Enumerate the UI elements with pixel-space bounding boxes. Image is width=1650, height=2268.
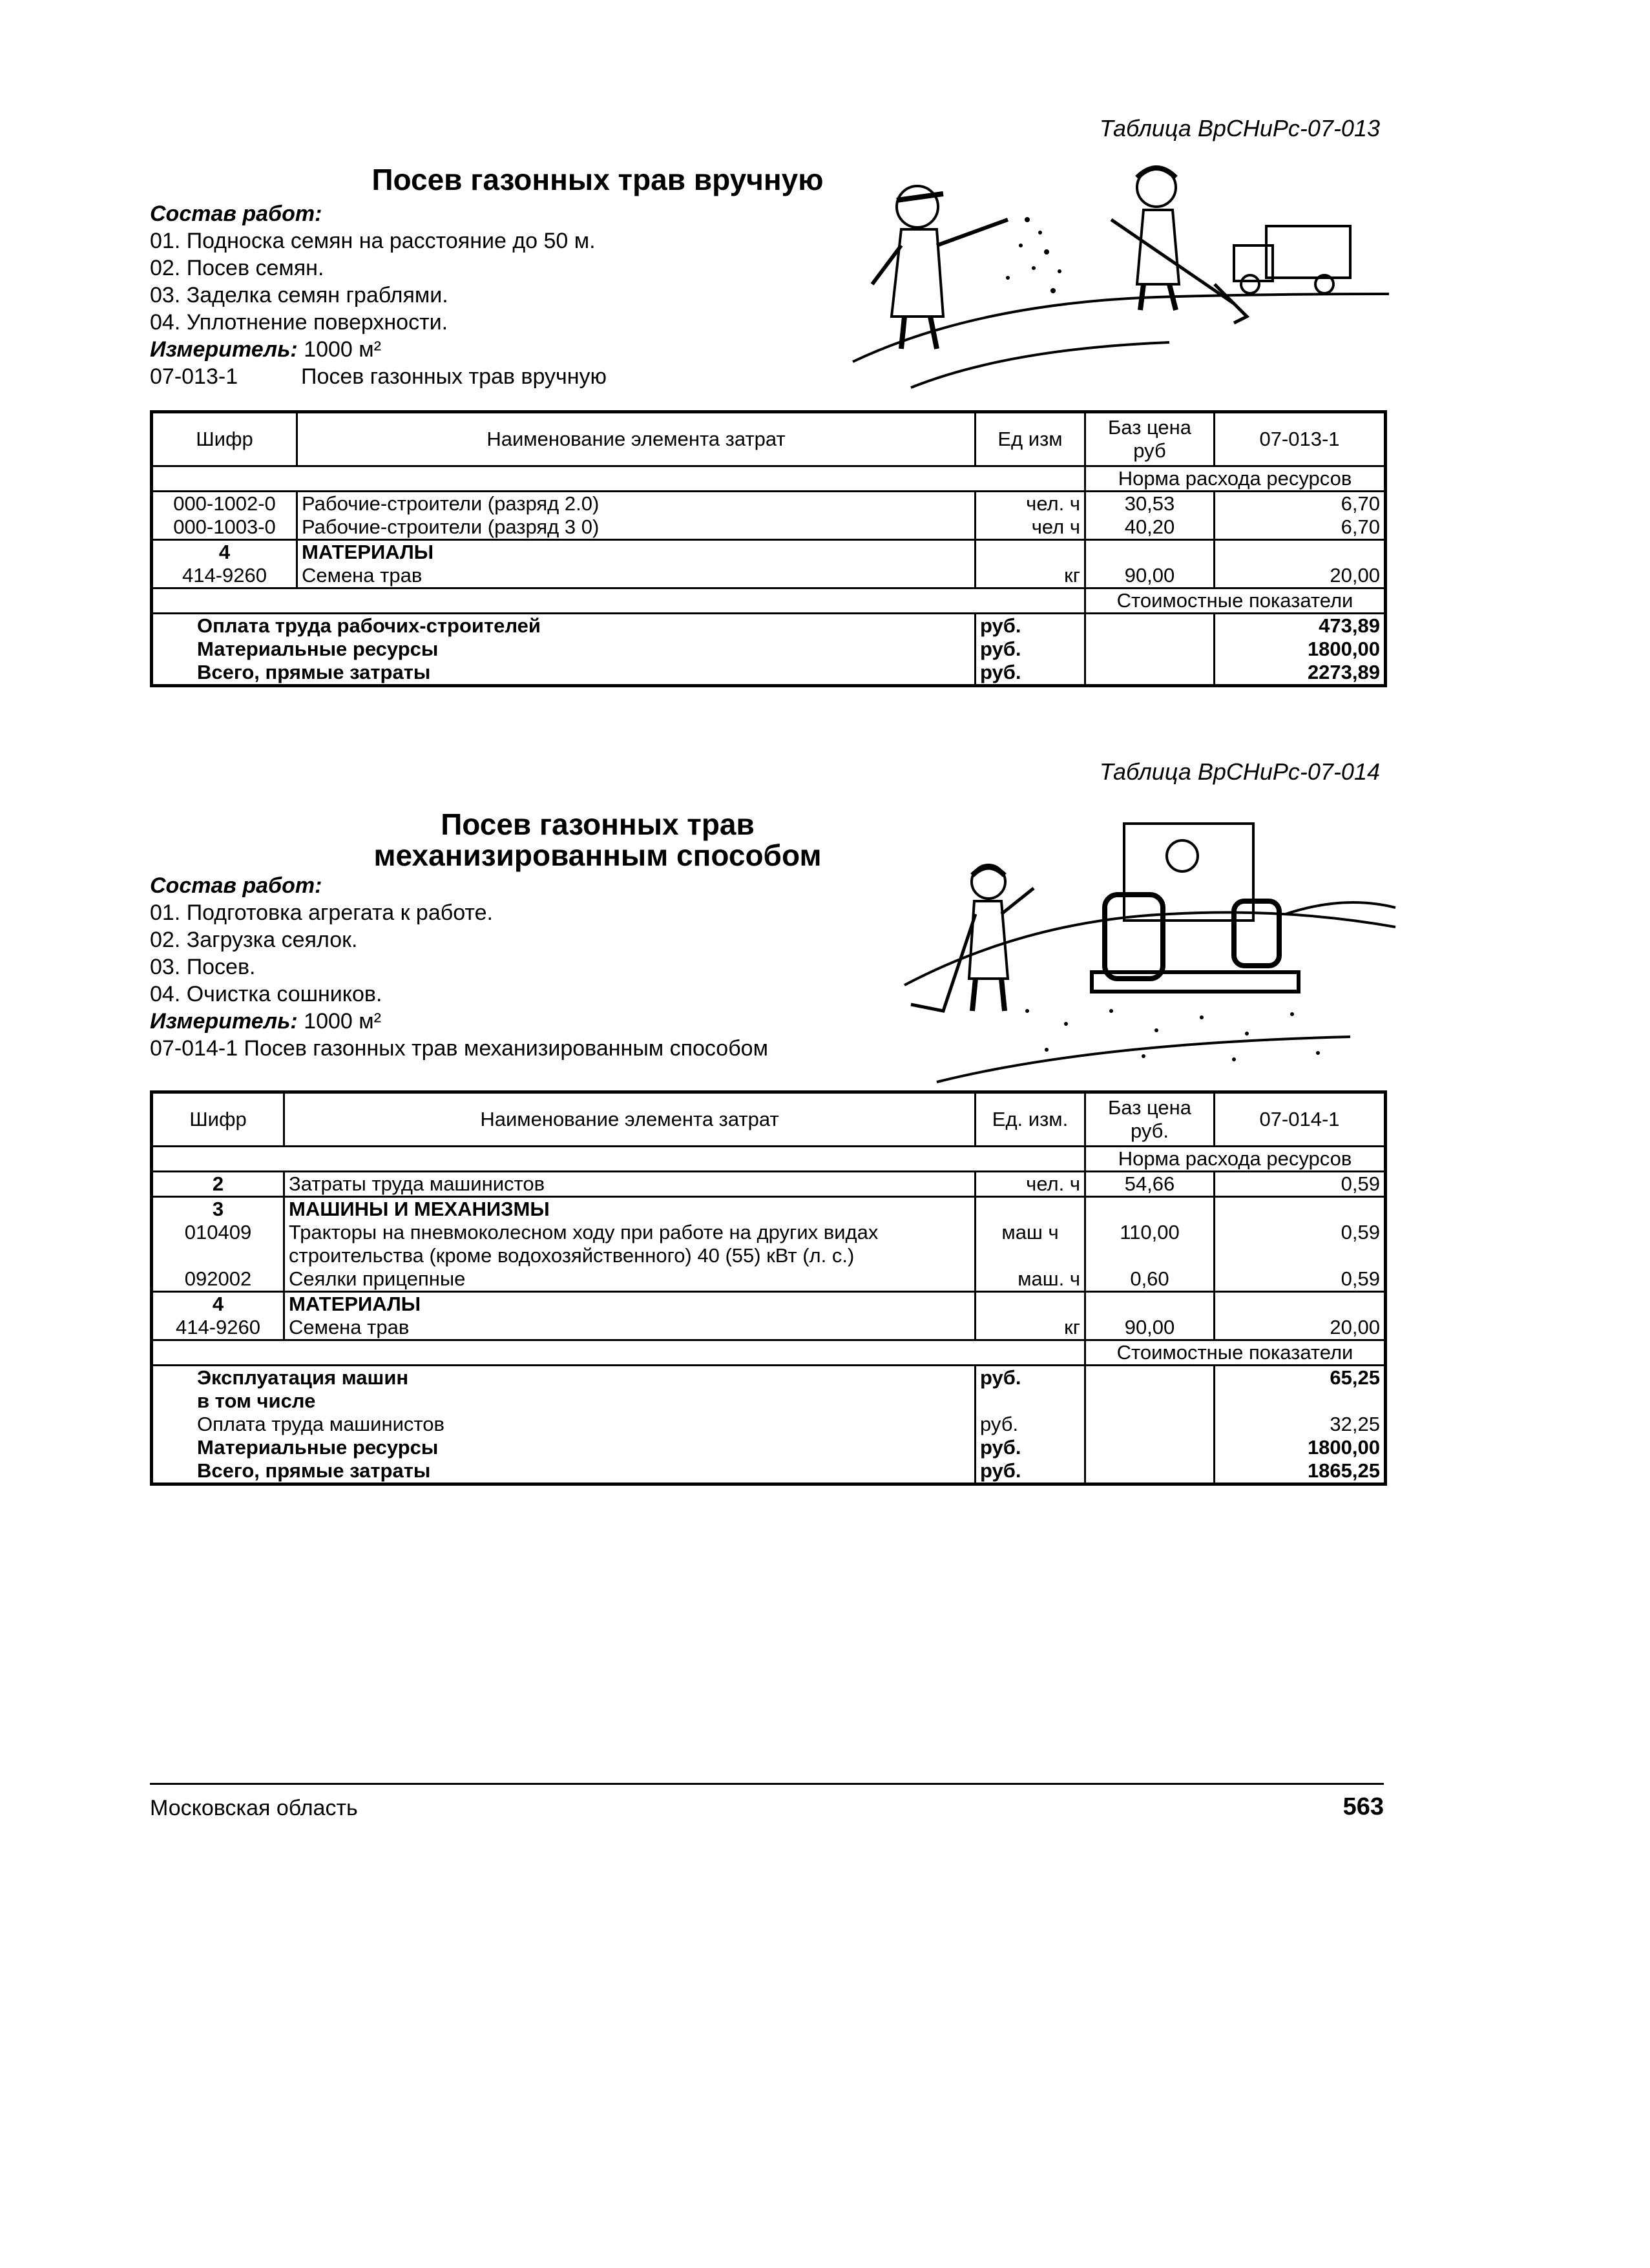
- norm-subheader: [152, 1147, 1386, 1172]
- cell-unit: чел. ч: [976, 1172, 1085, 1197]
- cost-row: [152, 1436, 1386, 1459]
- group-row: [152, 1197, 1386, 1222]
- page-title-2: [297, 809, 898, 871]
- workers-sowing-illustration: [846, 155, 1395, 394]
- group-row: [152, 540, 1386, 565]
- work-label: Состав работ:: [150, 873, 322, 898]
- cell-price: 90,00: [1085, 564, 1215, 588]
- work-item: 02. Загрузка сеялок.: [150, 928, 358, 952]
- cost-value: 65,25: [1330, 1366, 1380, 1389]
- cell-price: 110,00: [1085, 1221, 1215, 1267]
- cost-name: Оплата труда машинистов: [152, 1413, 976, 1436]
- cost-row: [152, 1366, 1386, 1390]
- work-item: 01. Подготовка агрегата к работе.: [150, 900, 493, 925]
- cell-code: 3: [152, 1197, 284, 1222]
- cell-name: Сеялки прицепные: [284, 1267, 976, 1292]
- cost-unit: руб.: [976, 614, 1085, 638]
- cell-norm: 0,59: [1341, 1221, 1380, 1243]
- group-row: [152, 1292, 1386, 1316]
- cost-value: 32,25: [1330, 1413, 1380, 1435]
- work-composition-1: [150, 200, 607, 390]
- cost-title: Стоимостные показатели: [1085, 1340, 1386, 1366]
- cell-price: 40,20: [1085, 515, 1215, 540]
- work-item: 01. Подноска семян на расстояние до 50 м.: [150, 229, 596, 253]
- page-number: 563: [1342, 1793, 1384, 1820]
- cost-row: [152, 614, 1386, 638]
- cell-price: 54,66: [1085, 1172, 1215, 1197]
- table-row: [152, 1172, 1386, 1197]
- col-header-code: Шифр: [152, 1092, 284, 1147]
- cost-value: 1800,00: [1307, 638, 1380, 660]
- norm-subheader: [152, 466, 1386, 492]
- cost-row: [152, 661, 1386, 686]
- cell-norm: 20,00: [1215, 1316, 1386, 1340]
- cost-name: Оплата труда рабочих-строителей: [152, 614, 976, 638]
- norm-title: Норма расхода ресурсов: [1085, 466, 1386, 492]
- cell-name: Семена трав: [284, 1316, 976, 1340]
- cell-norm: 0,59: [1215, 1267, 1386, 1292]
- cell-code: 414-9260: [152, 1316, 284, 1340]
- table-row: [152, 1221, 1386, 1267]
- cost-name: в том числе: [152, 1389, 976, 1413]
- cell-price: 0,60: [1085, 1267, 1215, 1292]
- cost-unit: руб.: [976, 661, 1085, 686]
- cell-unit: маш ч: [976, 1221, 1085, 1267]
- cell-name-line: Тракторы на пневмоколесном ходу при работе на других видах: [289, 1221, 879, 1243]
- cell-unit: кг: [976, 564, 1085, 588]
- cell-code: 4: [152, 1292, 284, 1316]
- col-header-norm: 07-014-1: [1215, 1092, 1386, 1147]
- cell-code: 2: [152, 1172, 284, 1197]
- cost-subheader: [152, 1340, 1386, 1366]
- col-header-unit: Ед. изм.: [976, 1092, 1085, 1147]
- cost-name: Всего, прямые затраты: [152, 661, 976, 686]
- cell-code: 414-9260: [152, 564, 297, 588]
- cell-unit: чел. ч: [976, 492, 1085, 516]
- cost-unit: [976, 1389, 1085, 1413]
- cell-norm: 0,59: [1215, 1172, 1386, 1197]
- table-header: [152, 1092, 1386, 1147]
- cell-name: Затраты труда машинистов: [284, 1172, 976, 1197]
- cost-name: Всего, прямые затраты: [152, 1459, 976, 1484]
- cell-code: 4: [152, 540, 297, 565]
- table-row: [152, 1267, 1386, 1292]
- work-item: 03. Заделка семян граблями.: [150, 283, 448, 307]
- cost-subheader: [152, 588, 1386, 614]
- measure-line: [150, 336, 607, 363]
- cost-value: 1865,25: [1307, 1459, 1380, 1482]
- group-title: МАШИНЫ И МЕХАНИЗМЫ: [284, 1197, 976, 1222]
- measure-label: Измеритель:: [150, 337, 298, 362]
- cell-code: 092002: [152, 1267, 284, 1292]
- cell-code: 000-1003-0: [152, 515, 297, 540]
- table-row: [152, 564, 1386, 588]
- table-row: [152, 492, 1386, 516]
- cell-name: Семена трав: [297, 564, 976, 588]
- table-tag-1: Таблица ВрСНиРс-07-013: [1099, 115, 1380, 141]
- resource-table-2: [150, 1090, 1387, 1486]
- cell-price: 30,53: [1085, 492, 1215, 516]
- cost-value: 2273,89: [1307, 661, 1380, 683]
- cell-unit: кг: [976, 1316, 1085, 1340]
- cost-value: [1215, 1389, 1386, 1413]
- cost-unit: руб.: [976, 638, 1085, 661]
- code-line: 07-014-1 Посев газонных трав механизированным способом: [150, 1036, 768, 1061]
- cell-price: 90,00: [1085, 1316, 1215, 1340]
- cell-name: Рабочие-строители (разряд 2.0): [297, 492, 976, 516]
- cell-name: Рабочие-строители (разряд 3 0): [297, 515, 976, 540]
- cell-unit: маш. ч: [976, 1267, 1085, 1292]
- cost-name: Материальные ресурсы: [152, 1436, 976, 1459]
- title-line-2: механизированным способом: [373, 838, 822, 872]
- tractor-seeding-illustration: [898, 798, 1402, 1088]
- cell-norm: 6,70: [1341, 492, 1380, 515]
- table-header: [152, 412, 1386, 466]
- col-header-code: Шифр: [152, 412, 297, 466]
- group-title: МАТЕРИАЛЫ: [284, 1292, 976, 1316]
- work-item: 04. Очистка сошников.: [150, 982, 382, 1006]
- code: 07-013-1: [150, 364, 238, 389]
- cell-norm: 6,70: [1215, 515, 1386, 540]
- cell-norm: 20,00: [1215, 564, 1386, 588]
- cost-row: [152, 1389, 1386, 1413]
- code-line: [150, 363, 607, 390]
- resource-table-1: [150, 410, 1387, 687]
- cost-row: [152, 1459, 1386, 1484]
- work-item: 02. Посев семян.: [150, 256, 324, 280]
- group-title: МАТЕРИАЛЫ: [297, 540, 976, 565]
- cost-unit: руб.: [976, 1459, 1085, 1484]
- cost-row: [152, 1413, 1386, 1436]
- col-header-price: Баз цена руб.: [1085, 1092, 1215, 1147]
- footer-region: Московская область: [150, 1796, 358, 1820]
- cost-row: [152, 638, 1386, 661]
- cost-name: Материальные ресурсы: [152, 638, 976, 661]
- page-title-1: Посев газонных трав вручную: [371, 163, 824, 196]
- table-tag-2: Таблица ВрСНиРс-07-014: [1099, 758, 1380, 785]
- cost-name: Эксплуатация машин: [152, 1366, 976, 1390]
- measure-label: Измеритель:: [150, 1009, 298, 1034]
- footer-divider: [150, 1783, 1384, 1785]
- norm-title: Норма расхода ресурсов: [1085, 1147, 1386, 1172]
- table-row: [152, 1316, 1386, 1340]
- col-header-price: Баз цена руб: [1085, 412, 1215, 466]
- cell-name: [284, 1221, 976, 1267]
- col-header-name: Наименование элемента затрат: [284, 1092, 976, 1147]
- cost-unit: руб.: [976, 1366, 1085, 1390]
- cost-unit: руб.: [976, 1413, 1085, 1436]
- work-item: 04. Уплотнение поверхности.: [150, 310, 448, 335]
- cost-unit: руб.: [976, 1436, 1085, 1459]
- col-header-norm: 07-013-1: [1215, 412, 1386, 466]
- work-composition-2: [150, 872, 768, 1062]
- measure-value: 1000 м²: [297, 337, 381, 362]
- cell-code: 000-1002-0: [152, 492, 297, 516]
- work-label: Состав работ:: [150, 202, 322, 226]
- table-row: [152, 515, 1386, 540]
- measure-value: 1000 м²: [297, 1009, 381, 1034]
- title-line-1: Посев газонных трав: [441, 807, 755, 841]
- cell-unit: чел ч: [976, 515, 1085, 540]
- col-header-name: Наименование элемента затрат: [297, 412, 976, 466]
- cell-code: 010409: [152, 1221, 284, 1267]
- cost-title: Стоимостные показатели: [1085, 588, 1386, 614]
- measure-line: [150, 1008, 768, 1035]
- cost-value: 473,89: [1319, 614, 1380, 637]
- col-header-unit: Ед изм: [976, 412, 1085, 466]
- cell-name-line: строительства (кроме водохозяйственного) 40 (55) кВт (л. с.): [289, 1244, 855, 1267]
- code-name: Посев газонных трав вручную: [301, 364, 607, 389]
- cost-value: 1800,00: [1307, 1436, 1380, 1459]
- work-item: 03. Посев.: [150, 955, 256, 979]
